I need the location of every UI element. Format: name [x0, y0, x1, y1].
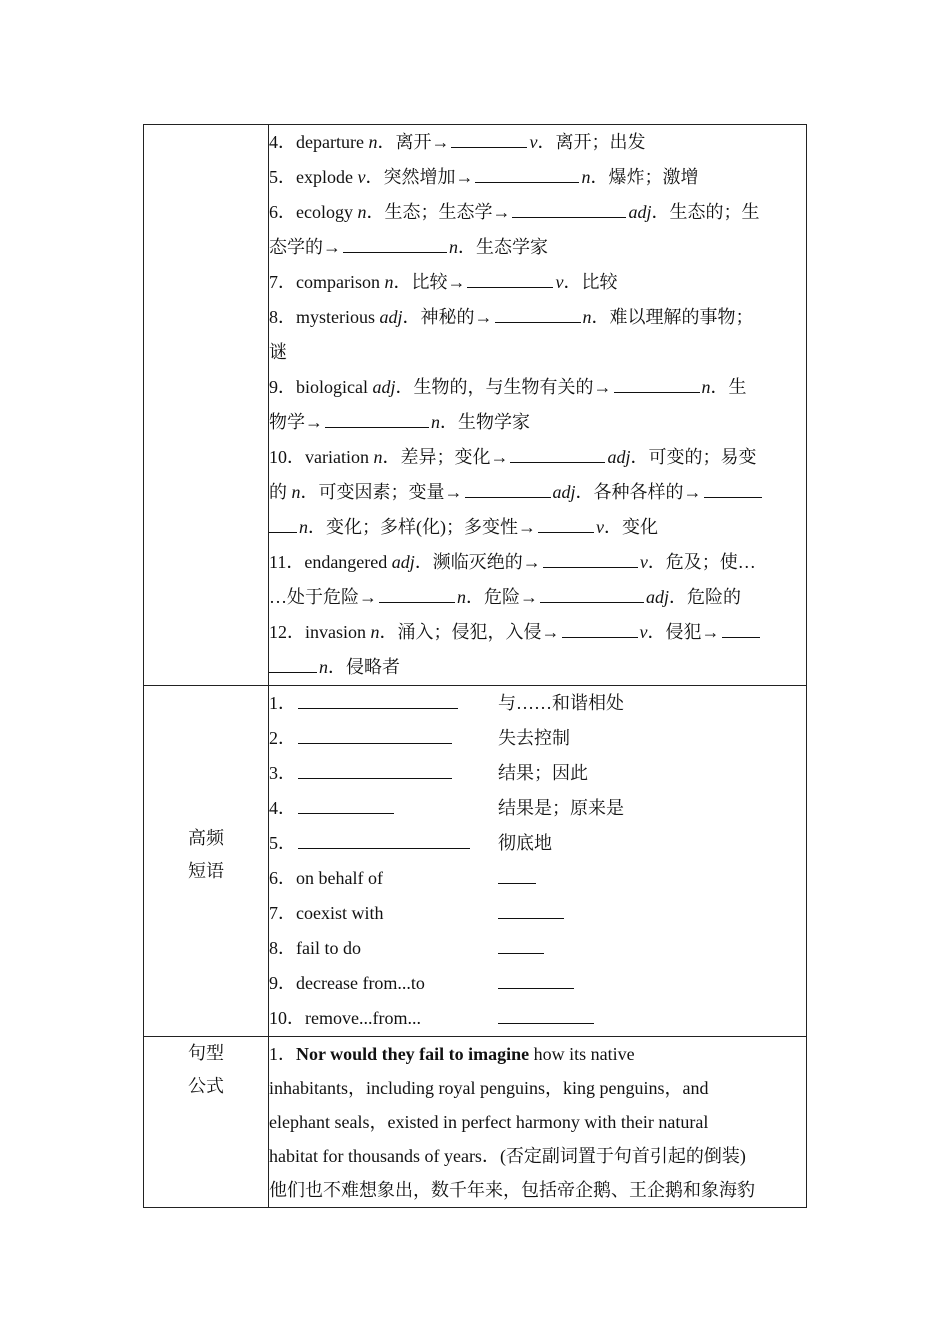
phrase-item: 9．decrease from...to	[269, 966, 806, 1001]
vocab-item-10: 10．variation n．差异；变化→ adj．可变的；易变	[269, 440, 806, 475]
sentence-row-section	[144, 1037, 807, 1208]
sentence-category-label: 句型 公式	[188, 1043, 224, 1097]
fill-blank[interactable]	[451, 125, 527, 148]
fill-blank[interactable]	[467, 265, 553, 288]
vocab-item-6-cont: 态学的→ n．生态学家	[269, 230, 806, 265]
vocab-item-4: 4．departure n．离开→ v．离开；出发	[269, 125, 806, 160]
sentence-label-cell	[144, 1037, 269, 1208]
phrase-item: 6．on behalf of	[269, 861, 806, 896]
vocab-item-9: 9．biological adj．生物的，与生物有关的→ n．生	[269, 370, 806, 405]
fill-blank[interactable]	[298, 721, 452, 744]
vocab-item-10-cont2: n．变化；多样(化)；多变性→ v．变化	[269, 510, 806, 545]
fill-blank[interactable]	[498, 896, 564, 919]
fill-blank[interactable]	[704, 475, 762, 498]
vocab-row	[144, 125, 807, 686]
vocab-item-8: 8．mysterious adj．神秘的→ n．难以理解的事物；	[269, 300, 806, 335]
vocab-item-11: 11．endangered adj．濒临灭绝的→ v．危及；使…	[269, 545, 806, 580]
fill-blank[interactable]	[538, 510, 594, 533]
sentence-content	[269, 1037, 807, 1208]
vocab-item-11-cont: …处于危险→ n．危险→ adj．危险的	[269, 580, 806, 615]
fill-blank[interactable]	[298, 756, 452, 779]
phrase-item: 10．remove...from...	[269, 1001, 806, 1036]
vocab-item-6: 6．ecology n．生态；生态学→ adj．生态的；生	[269, 195, 806, 230]
phrase-category-label: 高频 短语	[188, 828, 224, 882]
fill-blank[interactable]	[269, 650, 317, 673]
phrase-item: 8．fail to do	[269, 931, 806, 966]
fill-blank[interactable]	[298, 686, 458, 709]
study-table	[143, 124, 807, 1208]
vocab-item-9-cont: 物学→ n．生物学家	[269, 405, 806, 440]
fill-blank[interactable]	[498, 861, 536, 884]
fill-blank[interactable]	[475, 160, 579, 183]
fill-blank[interactable]	[269, 510, 297, 533]
fill-blank[interactable]	[510, 440, 605, 463]
phrase-item: 1． 与……和谐相处	[269, 686, 806, 721]
phrase-item: 2． 失去控制	[269, 721, 806, 756]
fill-blank[interactable]	[540, 580, 644, 603]
fill-blank[interactable]	[379, 580, 455, 603]
vocab-item-12: 12．invasion n．涌入；侵犯，入侵→ v．侵犯→	[269, 615, 806, 650]
fill-blank[interactable]	[614, 370, 700, 393]
phrase-item: 3． 结果；因此	[269, 756, 806, 791]
fill-blank[interactable]	[722, 615, 760, 638]
fill-blank[interactable]	[498, 966, 574, 989]
fill-blank[interactable]	[512, 195, 626, 218]
fill-blank[interactable]	[498, 1001, 594, 1024]
fill-blank[interactable]	[298, 791, 394, 814]
vocab-item-7: 7．comparison n．比较→ v．比较	[269, 265, 806, 300]
fill-blank[interactable]	[562, 615, 638, 638]
sentence-item-1: 1．Nor would they fail to imagine how its native inhabitants，including royal penguins，king penguins，and elephant seals，existed in perfect harmony with their natural habitat for thousands of years．(否定副词置于句首引起的倒装) 他们也不难想象出，数千年来，包括帝企鹅、王企鹅和象海豹	[269, 1044, 755, 1200]
phrase-row-section	[144, 686, 807, 1037]
vocab-item-5: 5．explode v．突然增加→ n．爆炸；激增	[269, 160, 806, 195]
vocab-item-12-cont: n．侵略者	[269, 650, 806, 685]
phrase-item: 4． 结果是；原来是	[269, 791, 806, 826]
fill-blank[interactable]	[298, 826, 470, 849]
vocab-item-10-cont: 的 n．可变因素；变量→ adj．各种各样的→	[269, 475, 806, 510]
vocab-label-cell	[144, 125, 269, 686]
fill-blank[interactable]	[543, 545, 638, 568]
phrase-item: 5． 彻底地	[269, 826, 806, 861]
fill-blank[interactable]	[465, 475, 551, 498]
fill-blank[interactable]	[343, 230, 447, 253]
phrase-item: 7．coexist with	[269, 896, 806, 931]
vocab-item-8-cont: 谜	[269, 342, 287, 362]
phrase-content	[269, 686, 807, 1037]
fill-blank[interactable]	[325, 405, 429, 428]
fill-blank[interactable]	[498, 931, 544, 954]
fill-blank[interactable]	[495, 300, 581, 323]
vocab-content	[269, 125, 807, 686]
phrase-label-cell	[144, 686, 269, 1037]
